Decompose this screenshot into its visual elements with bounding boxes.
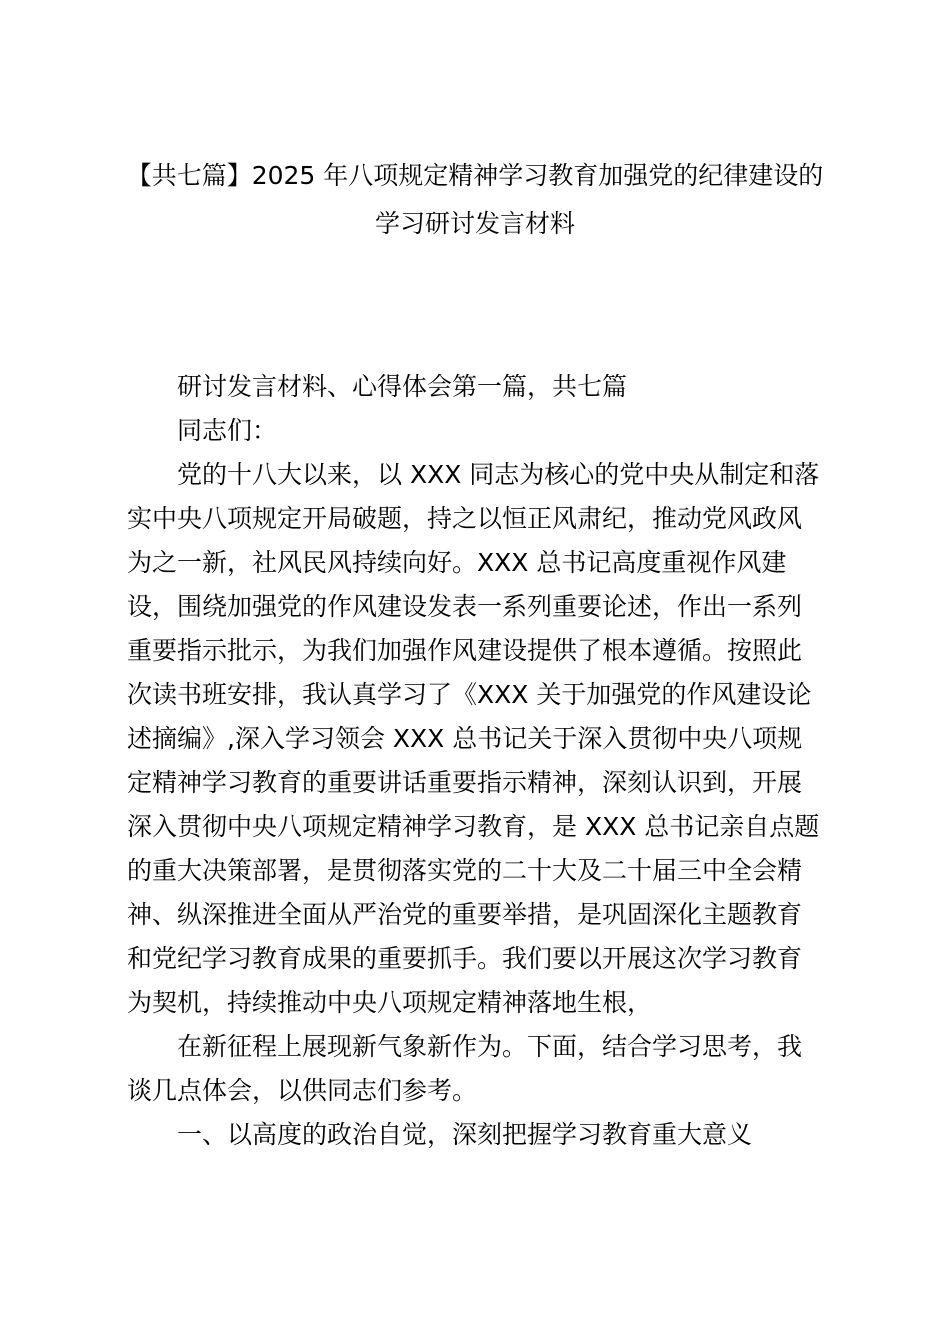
paragraph-1-line: 实中央八项规定开局破题，持之以恒正风肃纪，推动党风政风 bbox=[127, 504, 803, 533]
paragraph-1-line: 设，围绕加强党的作风建设发表一系列重要论述，作出一系列 bbox=[127, 592, 803, 621]
paragraph-1-line: 党的十八大以来，以 XXX 同志为核心的党中央从制定和落 bbox=[177, 460, 820, 489]
paragraph-1-line: 深入贯彻中央八项规定精神学习教育，是 XXX 总书记亲自点题 bbox=[127, 812, 820, 841]
paragraph-1-line: 和党纪学习教育成果的重要抓手。我们要以开展这次学习教育 bbox=[127, 944, 803, 973]
subtitle-line: 研讨发言材料、心得体会第一篇，共七篇 bbox=[177, 372, 628, 401]
salutation: 同志们： bbox=[177, 416, 278, 445]
paragraph-1-line: 次读书班安排，我认真学习了《XXX 关于加强党的作风建设论 bbox=[127, 680, 812, 709]
paragraph-1-line: 为契机，持续推动中央八项规定精神落地生根， bbox=[127, 988, 653, 1017]
paragraph-2-line: 谈几点体会，以供同志们参考。 bbox=[127, 1076, 478, 1105]
paragraph-1-line: 述摘编》,深入学习领会 XXX 总书记关于深入贯彻中央八项规 bbox=[127, 724, 803, 753]
paragraph-1-line: 定精神学习教育的重要讲话重要指示精神，深刻认识到，开展 bbox=[127, 768, 803, 797]
paragraph-1 bbox=[127, 453, 832, 1025]
title-line-2: 学习研讨发言材料 bbox=[374, 209, 575, 238]
document-title bbox=[120, 152, 830, 248]
paragraph-1-line: 神、纵深推进全面从严治党的重要举措，是巩固深化主题教育 bbox=[127, 900, 803, 929]
paragraph-1-line: 的重大决策部署，是贯彻落实党的二十大及二十届三中全会精 bbox=[127, 856, 803, 885]
paragraph-1-line: 重要指示批示，为我们加强作风建设提供了根本遵循。按照此 bbox=[127, 636, 803, 665]
paragraph-2 bbox=[127, 1025, 832, 1113]
paragraph-2-line: 在新征程上展现新气象新作为。下面，结合学习思考，我 bbox=[177, 1032, 803, 1061]
section-heading: 一、以高度的政治自觉，深刻把握学习教育重大意义 bbox=[177, 1120, 753, 1149]
document-body bbox=[127, 365, 832, 1157]
paragraph-1-line: 为之一新，社风民风持续向好。XXX 总书记高度重视作风建 bbox=[127, 548, 787, 577]
title-line-1: 【共七篇】2025 年八项规定精神学习教育加强党的纪律建设的 bbox=[126, 161, 824, 190]
